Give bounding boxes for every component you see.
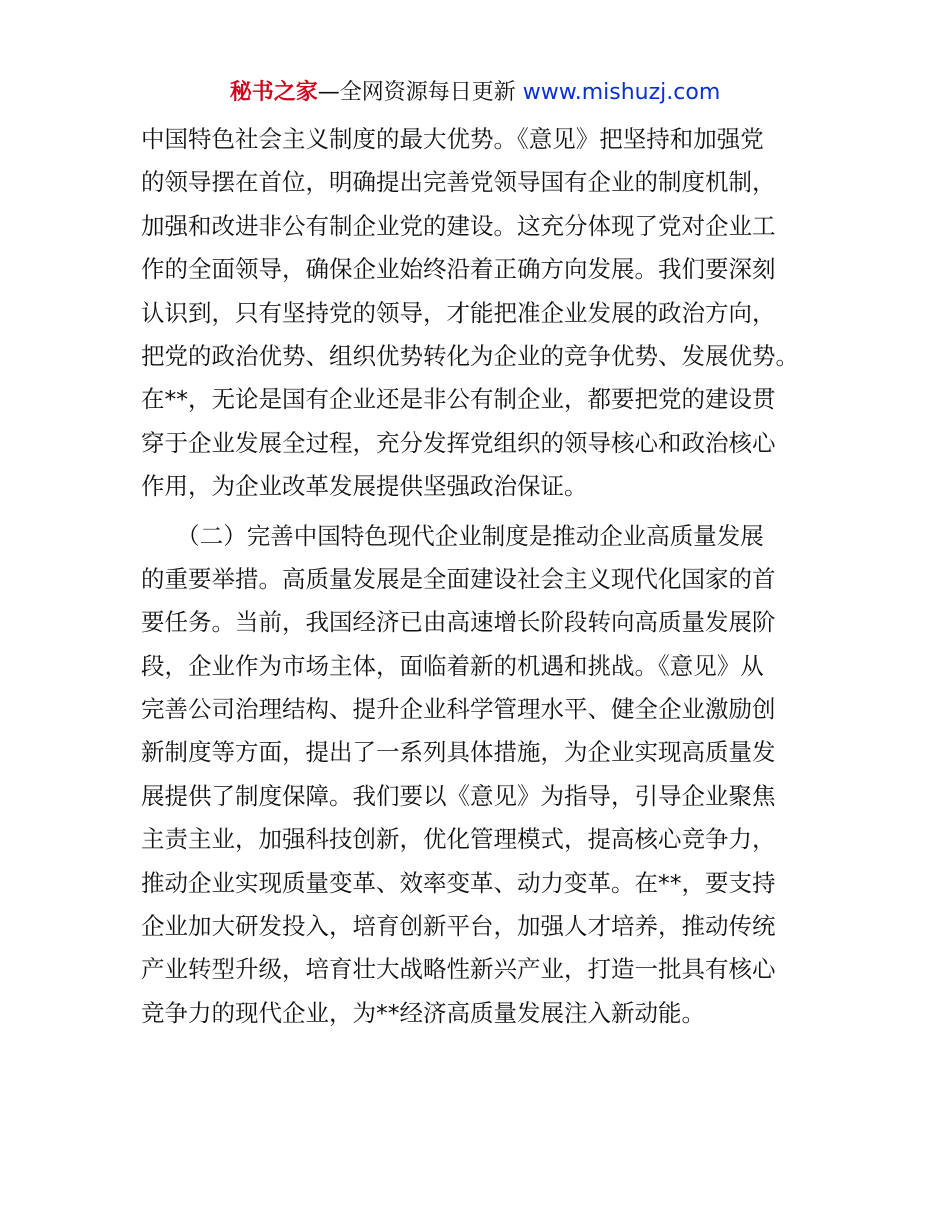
site-tagline: —全网资源每日更新 [317,80,523,105]
site-name: 秘书之家 [229,80,318,105]
document-body [141,118,821,1035]
text-line: 在**，无论是国有企业还是非公有制企业，都要把党的建设贯 [141,385,776,414]
text-line: （二）完善中国特色现代企业制度是推动企业高质量发展 [141,521,764,550]
paragraph-2 [141,515,821,1036]
text-line: 产业转型升级，培育壮大战略性新兴产业，打造一批具有核心 [141,955,776,984]
text-line: 加强和改进非公有制企业党的建设。这充分体现了党对企业工 [141,211,776,240]
text-line: 推动企业实现质量变革、效率变革、动力变革。在**，要支持 [141,868,776,897]
text-line: 的领导摆在首位，明确提出完善党领导国有企业的制度机制， [141,168,776,197]
paragraph-1 [141,118,821,509]
text-line: 中国特色社会主义制度的最大优势。《意见》把坚持和加强党 [141,125,764,153]
text-line: 把党的政治优势、组织优势转化为企业的竞争优势、发展优势。 [141,341,799,370]
text-line: 展提供了制度保障。我们要以《意见》为指导，引导企业聚焦 [141,781,776,810]
text-line: 主责主业，加强科技创新，优化管理模式，提高核心竞争力， [141,825,776,854]
text-line: 完善公司治理结构、提升企业科学管理水平、健全企业激励创 [141,695,776,724]
text-line: 竞争力的现代企业，为**经济高质量发展注入新动能。 [141,998,705,1027]
text-line: 企业加大研发投入，培育创新平台，加强人才培养，推动传统 [141,912,776,941]
text-line: 的重要举措。高质量发展是全面建设社会主义现代化国家的首 [141,564,776,593]
site-header [0,78,950,108]
text-line: 认识到，只有坚持党的领导，才能把准企业发展的政治方向， [141,298,776,327]
text-line: 作用，为企业改革发展提供坚强政治保证。 [141,472,588,501]
text-line: 穿于企业发展全过程，充分发挥党组织的领导核心和政治核心 [141,428,776,457]
text-line: 段，企业作为市场主体，面临着新的机遇和挑战。《意见》从 [141,651,764,680]
text-line: 新制度等方面，提出了一系列具体措施，为企业实现高质量发 [141,738,776,767]
site-url[interactable]: www.mishuzj.com [522,80,721,105]
text-line: 要任务。当前，我国经济已由高速增长阶段转向高质量发展阶 [141,608,776,637]
text-line: 作的全面领导，确保企业始终沿着正确方向发展。我们要深刻 [141,255,776,284]
